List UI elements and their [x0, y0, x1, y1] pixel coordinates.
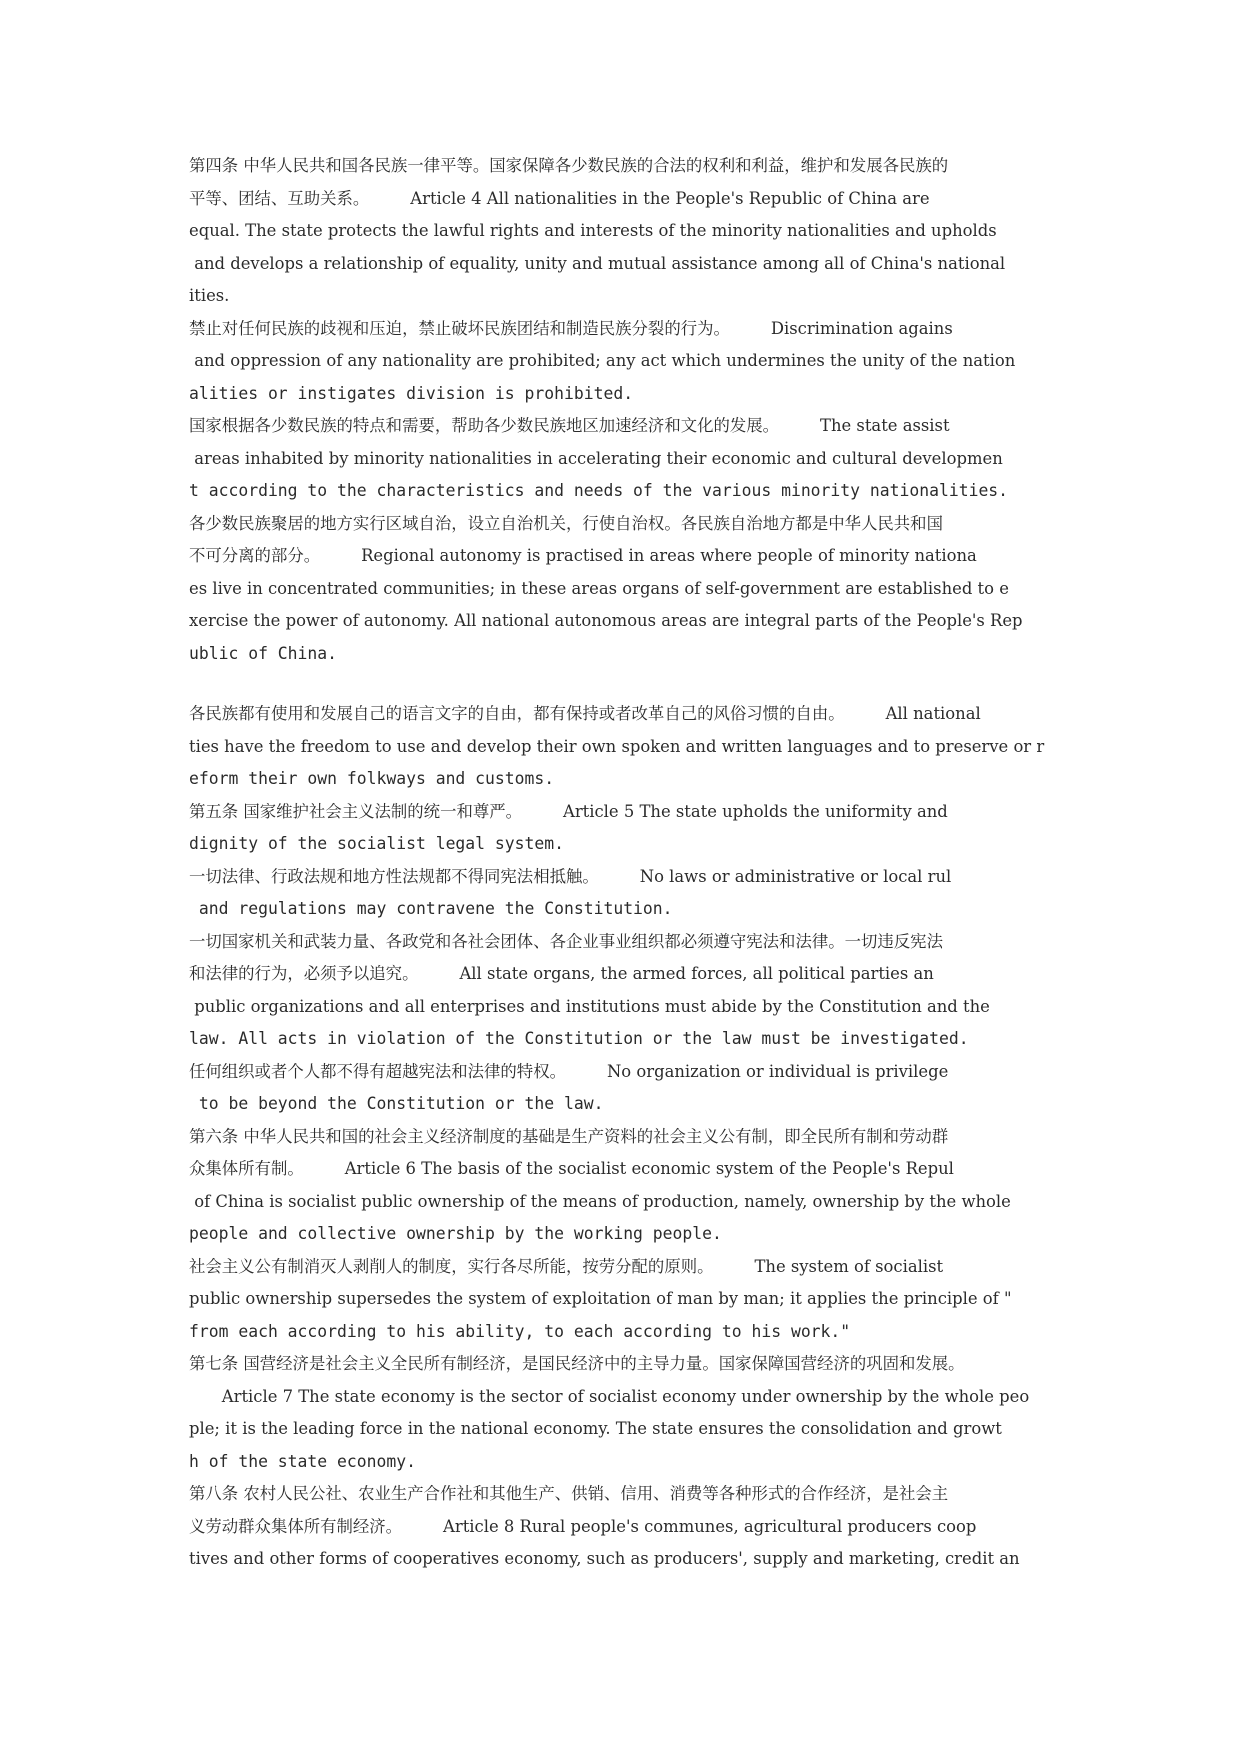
- text-line: 各民族都有使用和发展自己的语言文字的自由，都有保持或者改革自己的风俗习惯的自由。 All national: [189, 704, 981, 723]
- text-line: h of the state economy.: [189, 1451, 416, 1471]
- text-line: of China is socialist public ownership of the means of production, namely, ownership by the whole: [189, 1191, 1011, 1211]
- text-line: 第八条 农村人民公社、农业生产合作社和其他生产、供销、信用、消费等各种形式的合作经济，是社会主: [189, 1484, 949, 1503]
- document-body: [189, 150, 1061, 1576]
- text-line: 义劳动群众集体所有制经济。 Article 8 Rural people's communes, agricultural producers coop: [189, 1516, 977, 1536]
- text-line: law. All acts in violation of the Constitution or the law must be investigated.: [189, 1029, 969, 1048]
- text-line: es live in concentrated communities; in these areas organs of self-government are established to e: [189, 578, 1009, 598]
- text-line: and oppression of any nationality are prohibited; any act which undermines the unity of the nation: [189, 351, 1016, 370]
- text-line: ple; it is the leading force in the national economy. The state ensures the consolidation and growt: [189, 1419, 1002, 1438]
- text-line: 不可分离的部分。 Regional autonomy is practised in areas where people of minority nationa: [189, 546, 977, 565]
- text-line: areas inhabited by minority nationalities in accelerating their economic and cultural developmen: [189, 448, 1003, 468]
- text-line: 第五条 国家维护社会主义法制的统一和尊严。 Article 5 The state upholds the uniformity and: [189, 801, 948, 821]
- text-line: Article 7 The state economy is the sector of socialist economy under ownership by the whole peo: [189, 1386, 1030, 1406]
- text-line: public organizations and all enterprises and institutions must abide by the Constitution and the: [189, 996, 990, 1016]
- text-line: 社会主义公有制消灭人剥削人的制度，实行各尽所能，按劳分配的原则。 The system of socialist: [189, 1256, 944, 1276]
- text-line: public ownership supersedes the system of exploitation of man by man; it applies the principle of ": [189, 1289, 1012, 1308]
- text-line: ublic of China.: [189, 643, 338, 663]
- text-line: 众集体所有制。 Article 6 The basis of the socialist economic system of the People's Repul: [189, 1159, 954, 1178]
- text-line: to be beyond the Constitution or the law.: [189, 1094, 604, 1113]
- text-line: from each according to his ability, to each according to his work.": [189, 1321, 851, 1341]
- text-line: t according to the characteristics and needs of the various minority nationalities.: [189, 481, 1009, 500]
- text-line: alities or instigates division is prohibited.: [189, 383, 634, 403]
- text-line: equal. The state protects the lawful rights and interests of the minority nationalities and upholds: [189, 221, 997, 240]
- text-line: ities.: [189, 286, 230, 305]
- text-line: 一切法律、行政法规和地方性法规都不得同宪法相抵触。 No laws or administrative or local rul: [189, 866, 952, 886]
- text-line: 第四条 中华人民共和国各民族一律平等。国家保障各少数民族的合法的权利和利益，维护和发展各民族的: [189, 156, 949, 175]
- text-line: 和法律的行为，必须予以追究。 All state organs, the armed forces, all political parties an: [189, 964, 934, 983]
- text-line: 第七条 国营经济是社会主义全民所有制经济，是国民经济中的主导力量。国家保障国营经济的巩固和发展。: [189, 1354, 965, 1373]
- text-line: dignity of the socialist legal system.: [189, 834, 564, 853]
- text-line: 一切国家机关和武装力量、各政党和各社会团体、各企业事业组织都必须遵守宪法和法律。一切违反宪法: [189, 931, 943, 951]
- text-line: people and collective ownership by the working people.: [189, 1224, 722, 1243]
- text-line: xercise the power of autonomy. All national autonomous areas are integral parts of the People's Rep: [189, 611, 1023, 630]
- text-line: 任何组织或者个人都不得有超越宪法和法律的特权。 No organization or individual is privilege: [189, 1061, 949, 1081]
- text-line: eform their own folkways and customs.: [189, 769, 555, 788]
- text-line: 各少数民族聚居的地方实行区域自治，设立自治机关，行使自治权。各民族自治地方都是中华人民共和国: [189, 513, 943, 533]
- text-line: ties have the freedom to use and develop their own spoken and written languages and to preserve or r: [189, 736, 1045, 756]
- text-line: and regulations may contravene the Constitution.: [189, 899, 673, 918]
- text-line: 平等、团结、互助关系。 Article 4 All nationalities in the People's Republic of China are: [189, 188, 930, 208]
- text-line: and develops a relationship of equality, unity and mutual assistance among all of China's national: [189, 253, 1006, 273]
- text-line: 禁止对任何民族的歧视和压迫，禁止破坏民族团结和制造民族分裂的行为。 Discrimination agains: [189, 318, 953, 338]
- text-line: tives and other forms of cooperatives economy, such as producers', supply and marketing, credit an: [189, 1549, 1020, 1568]
- text-line: 国家根据各少数民族的特点和需要，帮助各少数民族地区加速经济和文化的发展。 The state assist: [189, 416, 950, 435]
- text-line: 第六条 中华人民共和国的社会主义经济制度的基础是生产资料的社会主义公有制，即全民所有制和劳动群: [189, 1126, 949, 1146]
